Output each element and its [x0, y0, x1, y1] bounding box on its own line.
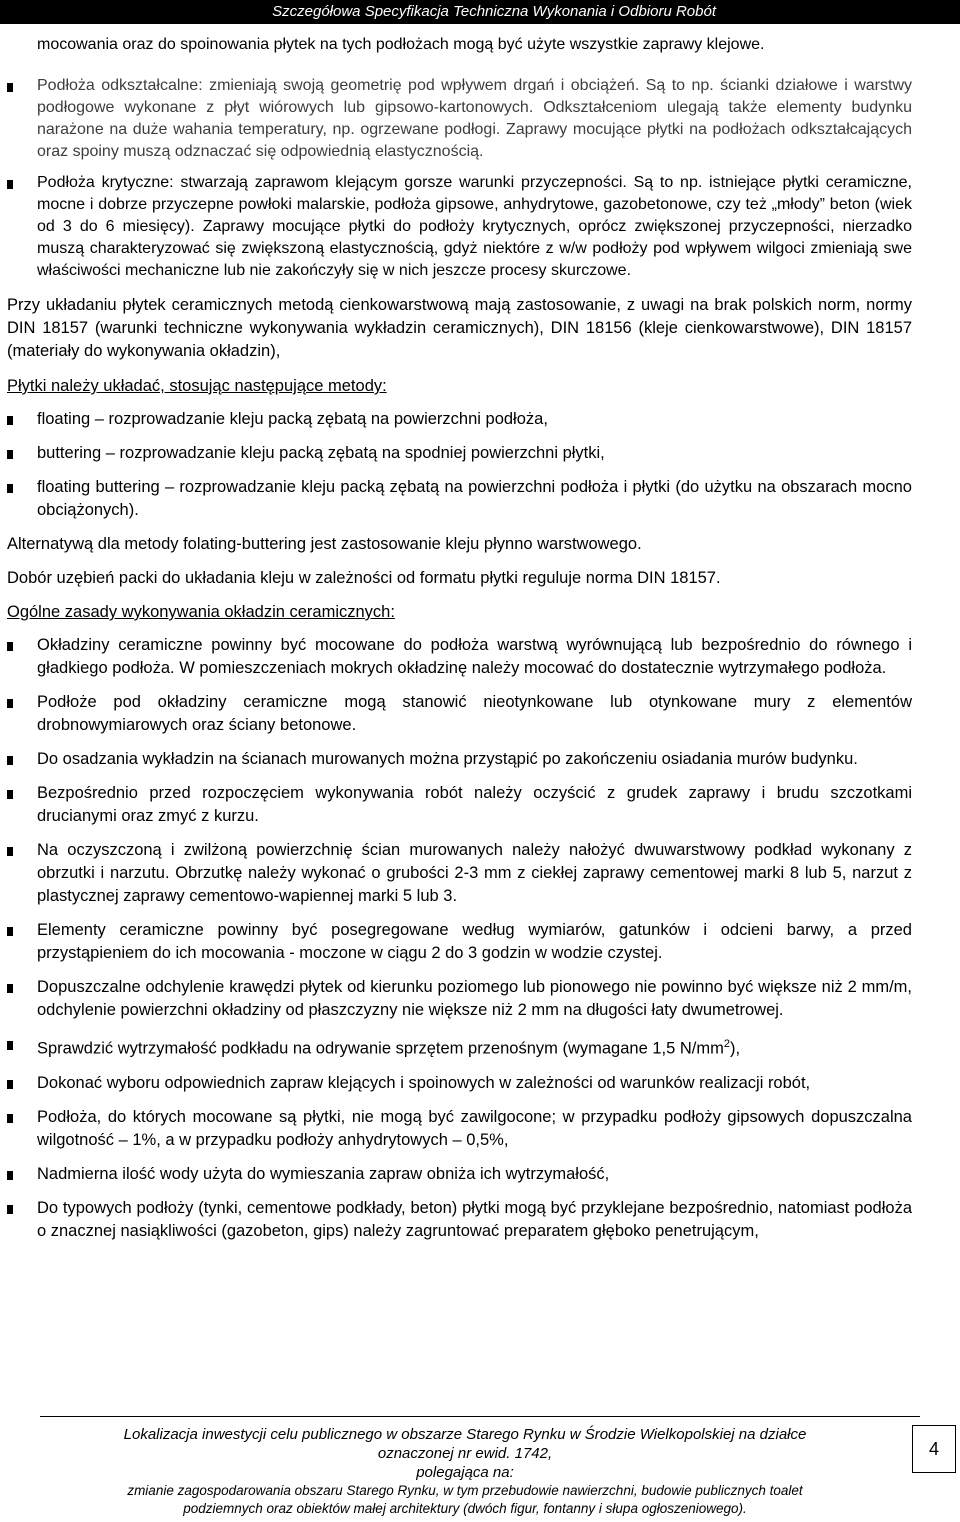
intro-paragraph: Przy układaniu płytek ceramicznych metodą cienkowarstwową mają zastosowanie, z uwagi na brak polskich norm, normy DIN 18157 (warunki techniczne wykonywania wykładzin ceramicznych), DIN 18156 (kleje cienkowarstwowe), DIN 18157 (materiały do wykonywania okładzin), [7, 296, 912, 360]
footer-line-2: oznaczonej nr ewid. 1742, [377, 1445, 553, 1462]
list-item: Dopuszczalne odchylenie krawędzi płytek od kierunku poziomego lub pionowego nie powinno być większe niż 2 mm/m, odchylenie powierzchni okładziny od płaszczyzny nie większe niż 2 mm na długości łaty dwumetrowej. [7, 976, 912, 1022]
document-body [7, 34, 912, 1254]
strength-superscript: 2 [723, 1038, 730, 1050]
continuation-text: mocowania oraz do spoinowania płytek na tych podłożach mogą być użyte wszystkie zaprawy klejowe. [37, 36, 765, 53]
list-item: Do typowych podłoży (tynki, cementowe podkłady, beton) płytki mogą być przyklejane bezpośrednio, natomiast podłoża o znacznej nasiąkliwości (gazobeton, gips) należy zagruntować preparatem głęboko penetrującym, [7, 1197, 912, 1243]
tooth-selection-paragraph: Dobór uzębień packi do układania kleju w zależności od formatu płytki reguluje norma DIN 18157. [7, 569, 721, 587]
list-item: buttering – rozprowadzanie kleju packą zębatą na spodniej powierzchni płytki, [7, 442, 912, 465]
list-item: Podłoża krytyczne: stwarzają zaprawom klejącym gorsze warunki przyczepności. Są to np. istniejące płytki ceramiczne, mocne i dobrze przyczepne powłoki malarskie, podłoża gipsowe, anhydrytowe, gazobetonowe, czy też „młody” beton (wiek od 3 do 6 miesięcy). Zaprawy mocujące płytki do podłoży krytycznych, oprócz zwiększonej przyczepności, nierzadko muszą charakteryzować się zwiększoną elastycznością, gdyż niektóre z w/w podłoży pod wpływem wilgoci zmieniają swe właściwości mechaniczne lub nie zakończyły się w nich jeszcze procesy skurczowe. [7, 172, 912, 282]
list-item: floating buttering – rozprowadzanie kleju packą zębatą na powierzchni podłoża i płytki (do użytku na obszarach mocno obciążonych). [7, 476, 912, 522]
list-item: Podłoża odkształcalne: zmieniają swoją geometrię pod wpływem drgań i obciążeń. Są to np. ścianki działowe i warstwy podłogowe wykonane z płyt wiórowych lub gipsowo-kartonowych. Odkształceniom ulegają także elementy budynku narażone na duże wahania temperatury, np. ogrzewane podłogi. Zaprawy mocujące płytki na podłożach odkształcających oraz spoiny muszą odznaczać się odpowiednią elastycznością. [7, 75, 912, 163]
list-item: Dokonać wyboru odpowiednich zapraw klejących i spoinowych w zależności od warunków realizacji robót, [7, 1072, 912, 1095]
footer-line-4: zmianie zagospodarowania obszaru Starego Rynku, w tym przebudowie nawierzchni, budowie publicznych toalet [127, 1483, 803, 1498]
list-item: Podłoże pod okładziny ceramiczne mogą stanowić nieotynkowane lub otynkowane mury z elementów drobnowymiarowych oraz ściany betonowe. [7, 691, 912, 737]
list-item: floating – rozprowadzanie kleju packą zębatą na powierzchni podłoża, [7, 408, 912, 431]
header-title: Szczegółowa Specyfikacja Techniczna Wykonania i Odbioru Robót [272, 3, 716, 20]
methods-heading: Płytki należy układać, stosując następujące metody: [7, 377, 387, 395]
list-item: Nadmierna ilość wody użyta do wymieszania zapraw obniża ich wytrzymałość, [7, 1163, 912, 1186]
list-item: Na oczyszczoną i zwilżoną powierzchnię ścian murowanych należy nałożyć dwuwarstwowy podkład wykonany z obrzutki i narzutu. Obrzutkę należy wykonać o grubości 2-3 mm z ciekłej zaprawy cementowej marki 8 lub 5, narzut z plastycznej zaprawy cementowo-wapiennej marki 5 lub 3. [7, 839, 912, 908]
list-item: Do osadzania wykładzin na ścianach murowanych można przystąpić po zakończeniu osiadania murów budynku. [7, 748, 912, 771]
rules-heading: Ogólne zasady wykonywania okładzin ceramicznych: [7, 603, 395, 621]
page-number-value: 4 [928, 1438, 939, 1459]
footer-divider [40, 1416, 920, 1417]
page-footer [40, 1425, 890, 1518]
page-number [912, 1425, 956, 1473]
footer-line-1: Lokalizacja inwestycji celu publicznego w obszarze Starego Rynku w Środzie Wielkopolskiej na działce [123, 1426, 807, 1443]
strength-text: Sprawdzić wytrzymałość podkładu na odrywanie sprzętem przenośnym (wymagane 1,5 N/mm [37, 1039, 724, 1058]
list-item: Bezpośrednio przed rozpoczęciem wykonywania robót należy oczyścić z grudek zaprawy i brudu szczotkami drucianymi oraz zmyć z kurzu. [7, 782, 912, 828]
list-item [7, 1033, 912, 1061]
strength-text-end: ), [729, 1039, 741, 1058]
alternative-paragraph: Alternatywą dla metody folating-buttering jest zastosowanie kleju płynno warstwowego. [7, 535, 642, 553]
list-item: Elementy ceramiczne powinny być posegregowane według wymiarów, gatunków i odcieni barwy, a przed przystąpieniem do ich mocowania - moczone w ciągu 2 do 3 godzin w wodzie czystej. [7, 919, 912, 965]
page-header [0, 0, 960, 24]
list-item: Podłoża, do których mocowane są płytki, nie mogą być zawilgocone; w przypadku podłoży gipsowych dopuszczalna wilgotność – 1%, a w przypadku podłoży anhydrytowych – 0,5%, [7, 1106, 912, 1152]
list-item: Okładziny ceramiczne powinny być mocowane do podłoża warstwą wyrównującą lub bezpośrednio do równego i gładkiego podłoża. W pomieszczeniach mokrych okładzinę należy mocować do dostatecznie wytrzymałego podłoża. [7, 634, 912, 680]
footer-line-3: polegająca na: [416, 1464, 514, 1481]
footer-line-5: podziemnych oraz obiektów małej architektury (dwóch figur, fontanny i słupa ogłoszeniowego). [183, 1501, 747, 1516]
